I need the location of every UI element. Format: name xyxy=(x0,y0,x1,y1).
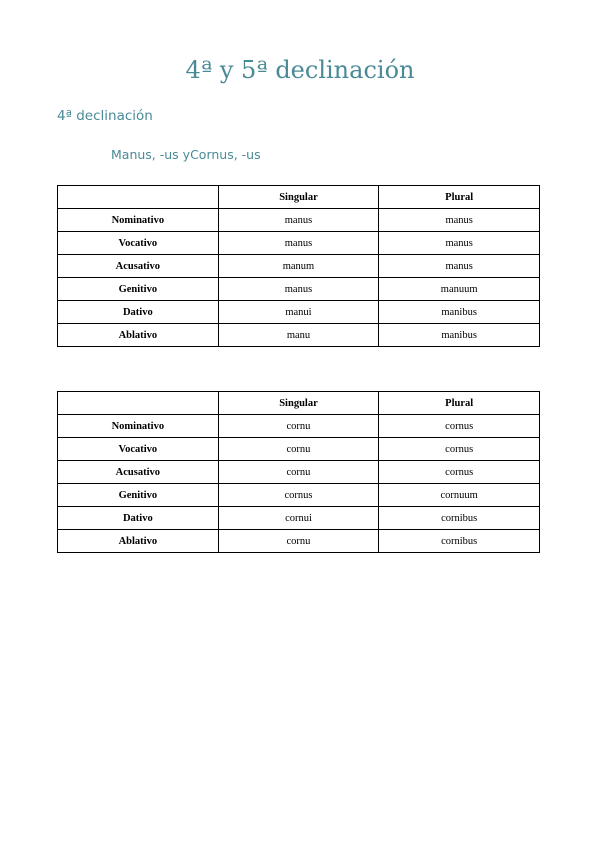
case-label: Acusativo xyxy=(58,255,219,278)
plural-form: manus xyxy=(379,255,540,278)
table-row xyxy=(58,415,540,438)
singular-form: manui xyxy=(218,301,379,324)
table-row xyxy=(58,438,540,461)
case-label: Genitivo xyxy=(58,278,219,301)
singular-form: cornu xyxy=(218,415,379,438)
header-cell-empty xyxy=(58,186,219,209)
singular-form: manus xyxy=(218,209,379,232)
singular-form: cornu xyxy=(218,438,379,461)
declension-table-manus xyxy=(57,185,540,347)
singular-form: cornu xyxy=(218,530,379,553)
table-header-row xyxy=(58,392,540,415)
header-cell-plural: Plural xyxy=(379,186,540,209)
table-header-row xyxy=(58,186,540,209)
table-row xyxy=(58,209,540,232)
header-cell-plural: Plural xyxy=(379,392,540,415)
plural-form: manus xyxy=(379,232,540,255)
case-label: Ablativo xyxy=(58,324,219,347)
case-label: Dativo xyxy=(58,507,219,530)
case-label: Dativo xyxy=(58,301,219,324)
header-cell-singular: Singular xyxy=(218,392,379,415)
plural-form: cornus xyxy=(379,438,540,461)
plural-form: cornus xyxy=(379,415,540,438)
declension-table-cornu xyxy=(57,391,540,553)
table-row xyxy=(58,324,540,347)
singular-form: cornu xyxy=(218,461,379,484)
table-row xyxy=(58,484,540,507)
case-label: Acusativo xyxy=(58,461,219,484)
table-row xyxy=(58,278,540,301)
plural-form: cornuum xyxy=(379,484,540,507)
plural-form: manus xyxy=(379,209,540,232)
section-heading: 4ª declinación xyxy=(57,108,153,124)
table-row xyxy=(58,255,540,278)
singular-form: cornus xyxy=(218,484,379,507)
case-label: Vocativo xyxy=(58,232,219,255)
case-label: Genitivo xyxy=(58,484,219,507)
header-cell-empty xyxy=(58,392,219,415)
table-row xyxy=(58,507,540,530)
table-row xyxy=(58,530,540,553)
plural-form: manibus xyxy=(379,324,540,347)
plural-form: cornus xyxy=(379,461,540,484)
subheading: Manus, -us yCornus, -us xyxy=(111,147,261,162)
case-label: Vocativo xyxy=(58,438,219,461)
plural-form: manibus xyxy=(379,301,540,324)
table-row xyxy=(58,301,540,324)
table-row xyxy=(58,232,540,255)
header-cell-singular: Singular xyxy=(218,186,379,209)
table-row xyxy=(58,461,540,484)
case-label: Ablativo xyxy=(58,530,219,553)
singular-form: cornui xyxy=(218,507,379,530)
case-label: Nominativo xyxy=(58,209,219,232)
plural-form: cornibus xyxy=(379,530,540,553)
page-title: 4ª y 5ª declinación xyxy=(185,56,415,84)
singular-form: manum xyxy=(218,255,379,278)
plural-form: manuum xyxy=(379,278,540,301)
case-label: Nominativo xyxy=(58,415,219,438)
plural-form: cornibus xyxy=(379,507,540,530)
singular-form: manus xyxy=(218,278,379,301)
singular-form: manu xyxy=(218,324,379,347)
singular-form: manus xyxy=(218,232,379,255)
